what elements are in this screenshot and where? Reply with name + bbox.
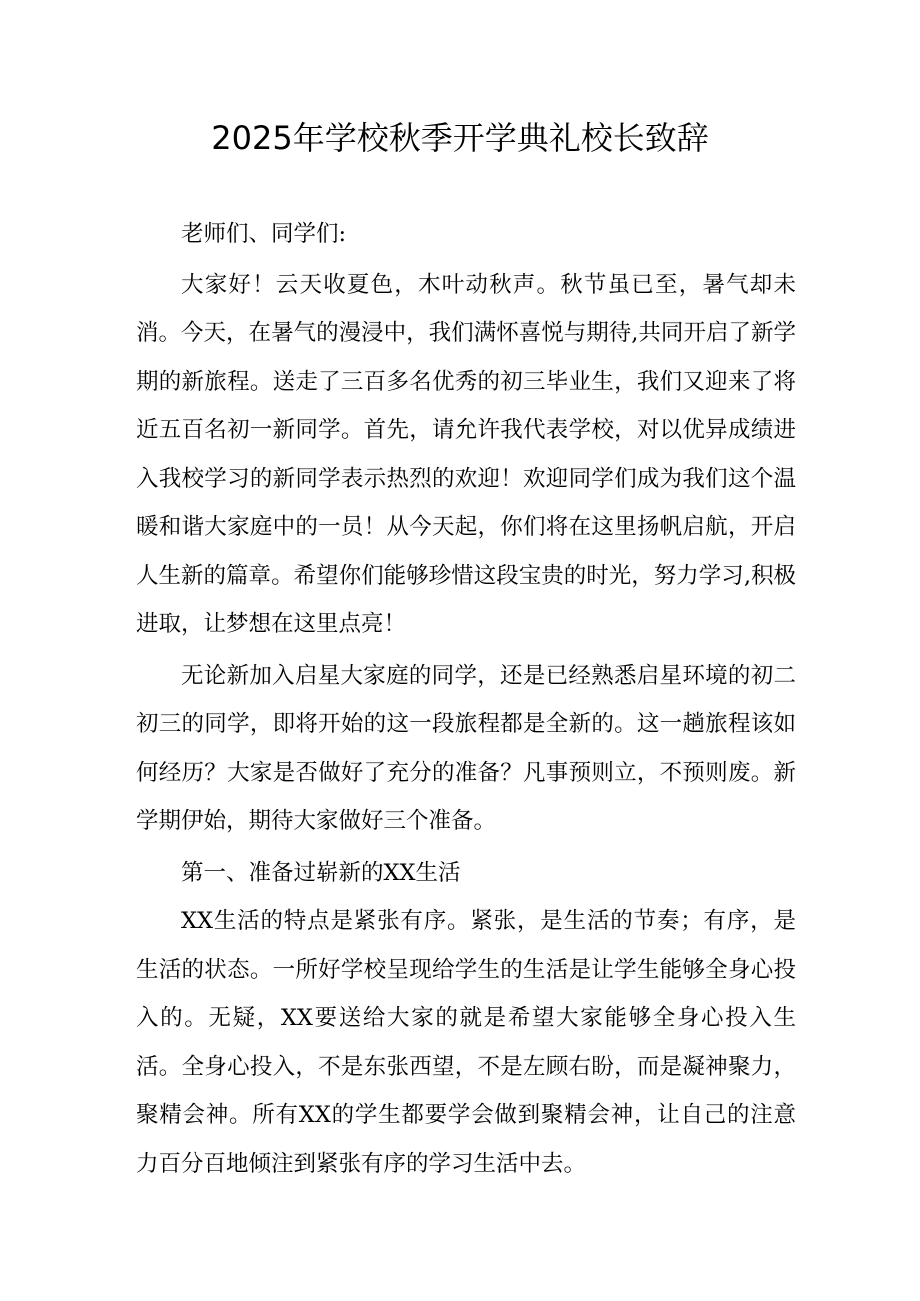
document-body: [136, 210, 796, 1188]
paragraph-journey: 无论新加入启星大家庭的同学，还是已经熟悉启星环境的初二初三的同学，即将开始的这一段旅程都是全新的。这一趟旅程该如何经历？大家是否做好了充分的准备？凡事预则立，不预则废。新学期伊始，期待大家做好三个准备。: [136, 662, 796, 834]
salutation: 老师们、同学们:: [181, 221, 347, 247]
paragraph-welcome: 大家好！云天收夏色，木叶动秋声。秋节虽已至，暑气却未消。今天，在暑气的漫浸中，我们满怀喜悦与期待,共同开启了新学期的新旅程。送走了三百多名优秀的初三毕业生，我们又迎来了将近五百名初一新同学。首先，请允许我代表学校，对以优异成绩进入我校学习的新同学表示热烈的欢迎！欢迎同学们成为我们这个温暖和谐大家庭中的一员！从今天起，你们将在这里扬帆启航，开启人生新的篇章。希望你们能够珍惜这段宝贵的时光，努力学习,积极进取，让梦想在这里点亮！: [136, 271, 796, 637]
document-title: 2025年学校秋季开学典礼校长致辞: [211, 119, 709, 157]
section-heading: 第一、准备过崭新的XX生活: [181, 859, 461, 886]
paragraph-section-one: XX生活的特点是紧张有序。紧张，是生活的节奏；有序，是生活的状态。一所好学校呈现给学生的生活是让学生能够全身心投入的。无疑，XX要送给大家的就是希望大家能够全身心投入生活。全身心投入，不是东张西望，不是左顾右盼，而是凝神聚力，聚精会神。所有XX的学生都要学会做到聚精会神，让自己的注意力百分百地倾注到紧张有序的学习生活中去。: [136, 908, 796, 1177]
